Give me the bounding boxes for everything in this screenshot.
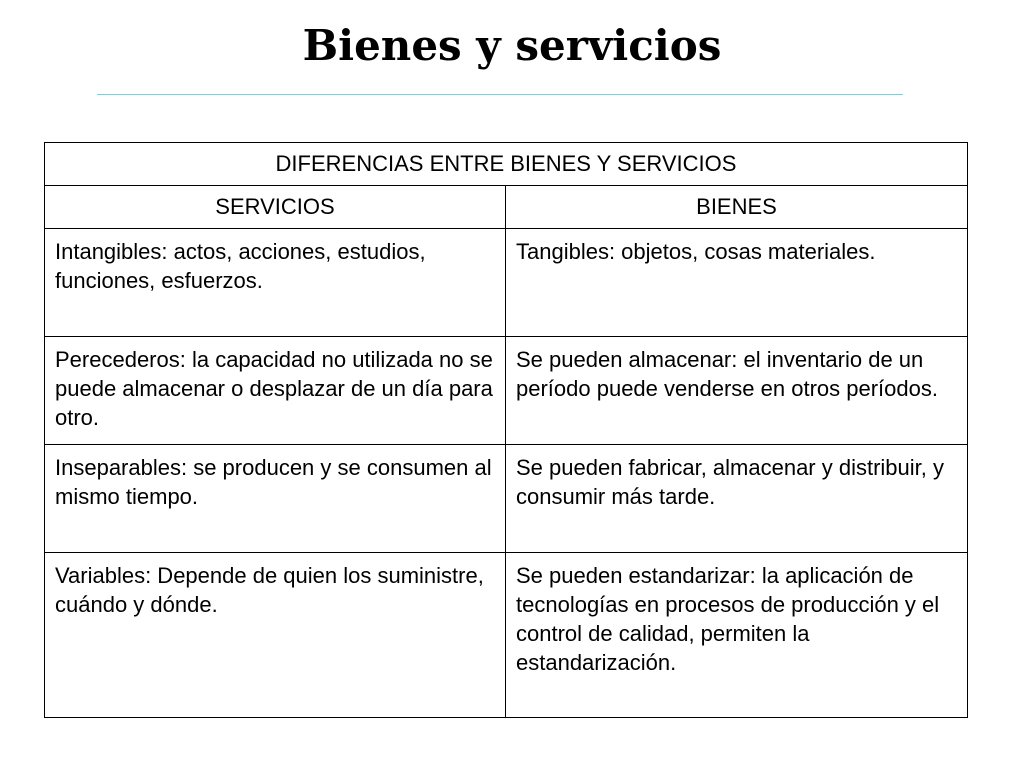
cell-bienes: Se pueden almacenar: el inventario de un período puede venderse en otros períodos.	[506, 337, 968, 445]
cell-bienes: Se pueden fabricar, almacenar y distribuir, y consumir más tarde.	[506, 445, 968, 553]
cell-bienes: Se pueden estandarizar: la aplicación de tecnologías en procesos de producción y el control de calidad, permiten la estandarización.	[506, 553, 968, 718]
table-header-row	[45, 186, 968, 229]
table-row	[45, 229, 968, 337]
column-header-bienes: BIENES	[506, 186, 968, 229]
cell-servicios: Variables: Depende de quien los suministre, cuándo y dónde.	[45, 553, 506, 718]
table-row	[45, 337, 968, 445]
table-caption-row	[45, 143, 968, 186]
slide-title: Bienes y servicios	[302, 21, 722, 70]
table-row	[45, 553, 968, 718]
cell-servicios: Perecederos: la capacidad no utilizada no se puede almacenar o desplazar de un día para otro.	[45, 337, 506, 445]
table-caption: DIFERENCIAS ENTRE BIENES Y SERVICIOS	[45, 143, 968, 186]
title-divider	[97, 94, 903, 95]
column-header-servicios: SERVICIOS	[45, 186, 506, 229]
cell-servicios: Intangibles: actos, acciones, estudios, funciones, esfuerzos.	[45, 229, 506, 337]
table-row	[45, 445, 968, 553]
cell-bienes: Tangibles: objetos, cosas materiales.	[506, 229, 968, 337]
differences-table	[44, 142, 968, 718]
cell-servicios: Inseparables: se producen y se consumen al mismo tiempo.	[45, 445, 506, 553]
